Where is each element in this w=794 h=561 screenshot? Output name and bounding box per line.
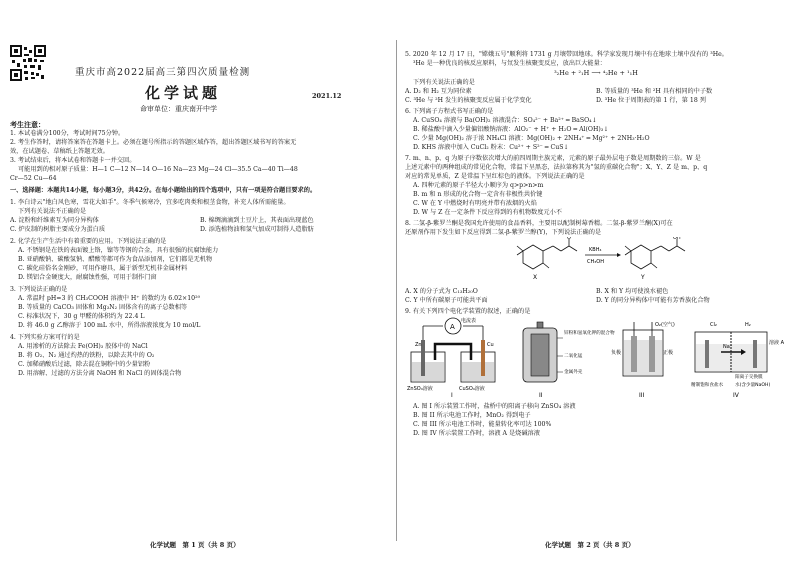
- option-d: D. ³He 位于周期表的第 1 行，第 18 列: [596, 97, 706, 104]
- option-a: A. 图 I 所示装置工作时，盐桥中的阳离子移向 ZnSO₄ 溶液: [413, 403, 576, 410]
- brine-label: 精制饱和食盐水: [691, 383, 724, 388]
- option-d: D. KHS 溶液中加入 CuCl₂ 粉末：Cu²⁺ + S²⁻ ═ CuS↓: [413, 144, 569, 151]
- arrow-head-icon: [617, 253, 621, 257]
- option-c: C. 标准状况下，30 g 甲醛的体积约为 22.4 L: [18, 313, 145, 320]
- option-b: B. 等质量的 ³He 和 ²H 具有相同的中子数: [596, 88, 713, 95]
- right-content: [405, 50, 787, 438]
- figure-ii-label: II: [539, 392, 543, 398]
- option-a: A. 淀粉和纤维素互为同分异构体: [10, 217, 99, 224]
- figure-ii-dry-cell: [523, 322, 615, 398]
- svg-text:A: A: [450, 323, 455, 331]
- cu-electrode-label: Cu: [487, 342, 494, 348]
- negative-electrode-label: 负极: [611, 350, 622, 356]
- option-c: C. Y 中所有碳原子可能共平面: [405, 297, 488, 304]
- option-a: A. 四种元素的原子半径大小顺序为 q>p>n>m: [413, 182, 544, 189]
- question-5-options: [405, 96, 787, 105]
- option-d: D. 图 IV 所示装置工作时，溶液 A 是烧碱溶液: [413, 430, 540, 437]
- water-inlet-label: 水(含少量NaOH): [735, 383, 771, 388]
- question-9-stem: 9. 有关下列四个电化学装置的叙述，正确的是: [405, 308, 531, 315]
- figure-i-label: I: [451, 392, 453, 398]
- question-7-stem: 对应的常见单质，Z 是常温下呈红棕色的液体。下列说法正确的是: [405, 173, 585, 180]
- option-c: C. 少量 Mg(OH)₂ 溶于浓 NH₄Cl 溶液：Mg(OH)₂ + 2NH₄⁺ ═ Mg²⁺ + 2NH₃·H₂O: [413, 135, 650, 142]
- option-b: B. 将 O₂、N₂ 通过灼热的铁粉，以除去其中的 O₂: [18, 352, 155, 359]
- question-5-stem: ³He 是一种优良的核反应原料，与氘发生核聚变反应，放出巨大能量：: [413, 60, 606, 67]
- question-8-options: [405, 296, 787, 305]
- figure-iii-fuel-cell: [611, 321, 675, 398]
- option-c: C. ³He 与 ²H 发生的核聚变反应属于化学变化: [405, 97, 532, 104]
- question-1-stem: 下列有关说法不正确的是: [18, 208, 87, 215]
- ammeter-label: 电流表: [461, 318, 477, 324]
- znso4-label: ZnSO₄溶液: [407, 386, 433, 392]
- notice-title: 考生注意：: [10, 120, 45, 129]
- option-d: D. Y 的同分异构体中可能有芳香族化合物: [596, 297, 710, 304]
- left-content: [10, 120, 390, 378]
- option-b: B. 棉绸滴滴到土豆片上，其表面出现蓝色: [200, 217, 314, 224]
- notice-line: 2. 考生作答时，请将答案答在答题卡上。必须在题号所指示的答题区域作答，超出答题区域书写的答案无: [10, 139, 297, 146]
- option-d: D. 将 46.0 g 乙醇溶于 100 mL 水中，所得溶液浓度为 10 mol/L: [18, 322, 201, 329]
- reagent-label: CH₃OH: [587, 259, 604, 265]
- option-b: B. 等质量的 CaCO₃ 固体和 Mg₃N₂ 固体含有的离子总数相等: [18, 304, 188, 311]
- option-a: A. D₂ 和 H₂ 互为同位素: [405, 88, 472, 95]
- question-1-options: [10, 216, 390, 225]
- question-1-stem: 1. 李白诗云"地白风色寒，雪花大如手"。冬季气候寒冷，宜多吃肉类和根茎食物，补充人体所需能量。: [10, 199, 290, 206]
- zinc-powder-label: 锌粉和氢氧化钾的混合物: [564, 331, 615, 336]
- label-x: X: [533, 274, 538, 281]
- notice-line: 1. 本试卷满分100分，考试时间75分钟。: [10, 130, 125, 137]
- membrane-label: 阳离子交换膜: [735, 375, 763, 380]
- option-d: D. W 与 Z 在一定条件下反应得到的有机物数度元小不: [413, 209, 562, 216]
- exam-date: 2021.12: [312, 92, 342, 100]
- notice-line: 3. 考试结束后，将本试卷和答题卡一并交回。: [10, 157, 136, 164]
- section-heading: 一、选择题：本题共14小题，每小题3分，共42分。在每小题给出的四个选项中，只有一项是符合题目要求的。: [10, 187, 317, 194]
- option-c: C. 碳化硅俗名金刚砂，可用作磨具，属于新型无机非金属材料: [18, 265, 188, 272]
- molecule-x-structure: [517, 239, 577, 269]
- figure-iv-electrolysis: [691, 322, 785, 398]
- atomic-mass-line: Cr—52 Cu—64: [10, 175, 57, 182]
- zn-electrode-label: Zn: [415, 342, 422, 348]
- option-b: B. 图 II 所示电池工作时，MnO₂ 得到电子: [413, 412, 531, 419]
- notice-line: 效，在试题卷、草稿纸上答题无效。: [10, 148, 109, 155]
- chlorine-label: Cl₂: [710, 322, 717, 328]
- option-d: D. 镁铝合金硬度大，耐腐蚀性强，可用于制作门窗: [18, 274, 157, 281]
- question-6-stem: 6. 下列离子方程式书写正确的是: [405, 108, 494, 115]
- atomic-mass-line: 可能用到的相对原子质量：H—1 C—12 N—14 O—16 Na—23 Mg—24 Cl—35.5 Ca—40 Ti—48: [18, 166, 298, 173]
- question-8-options: [405, 287, 787, 296]
- label-y: Y: [641, 274, 645, 281]
- question-8-stem: 还原剂作用下发生如下反应得到二氢-β-紫罗兰醇(Y)，下列说法正确的是: [405, 229, 602, 236]
- option-a: A. 用渗析的方法除去 Fe(OH)₃ 胶体中的 NaCl: [18, 343, 148, 350]
- option-b: B. 亚硝酸钠、碳酸氢钠、醋酸等都可作为食品添加剂，它们都是无机物: [18, 256, 213, 263]
- issuing-unit: 命审单位：重庆南开中学: [140, 105, 217, 113]
- cuso4-label: CuSO₄溶液: [459, 386, 485, 392]
- subject-title: 化学试题: [145, 84, 222, 102]
- figure-i-galvanic-cell: [407, 317, 495, 398]
- nuclear-equation: ³₂He + ²₁H ⟶ ⁴₂He + ¹₁H: [554, 69, 638, 77]
- page-footer: 化学试题 第 1 页（共 8 页）: [150, 541, 240, 549]
- reaction-diagram: [405, 237, 787, 283]
- molecule-y-structure: [625, 239, 685, 269]
- question-5-options: [405, 87, 787, 96]
- option-c: C. 加稀硝酸后过滤，除去混在铜粉中的少量铝粉: [18, 361, 151, 368]
- option-c: C. W 在 Y 中燃烧时有明亮并带有浓烟的火焰: [413, 200, 537, 207]
- option-c: C. 图 III 所示电池工作时，能量转化率可达 100%: [413, 421, 552, 428]
- metal-shell-label: 金属外壳: [564, 370, 583, 375]
- option-d: D. 用溶解、过滤的方法分离 NaOH 和 NaCl 的固体混合物: [18, 370, 182, 377]
- question-4-stem: 4. 下列实验方案可行的是: [10, 334, 80, 341]
- question-8-stem: 8. 二氢-β-紫罗兰酮是我国允许使用的食品香料，主要用以配制树莓香精。二氢-β-紫罗兰酮(X)可在: [405, 220, 673, 227]
- option-a: A. X 的分子式为 C₁₃H₂₀O: [405, 288, 478, 295]
- option-a: A. 不锈钢是在铁的表面镀上铬，镍等等钢的合金，具有很强的抗腐蚀能力: [18, 247, 219, 254]
- option-b: B. 稀盐酸中滴入少量偏铝酸钠溶液：AlO₂⁻ + H⁺ + H₂O ═ Al(OH)₃↓: [413, 126, 609, 133]
- hydrogen-label: H₂: [745, 322, 751, 328]
- oxygen-label: O₂(空气): [655, 322, 675, 328]
- page-footer: 化学试题 第 2 页（共 8 页）: [545, 541, 635, 549]
- school-title: 重庆市高2022届高三第四次质量检测: [75, 67, 251, 78]
- option-c: C. 炉皮制的树脂主要成分为蛋白质: [10, 226, 106, 233]
- electrochemistry-figure: [405, 316, 787, 398]
- option-b: B. m 和 n 形成的化合物一定含有非极性共价键: [413, 191, 543, 198]
- question-7-stem: 7. m、n、p、q 为原子序数依次增大的前四周期主族元素，元素的原子最外层电子数是周期数的三倍。W 是: [405, 155, 701, 162]
- question-2-stem: 2. 化学在生产生活中有着重要的应用。下列说法正确的是: [10, 238, 167, 245]
- qr-code-icon: [10, 45, 46, 81]
- option-b: B. X 和 Y 均可使溴水褪色: [596, 288, 669, 295]
- question-5-stem: 下列有关说法正确的是: [413, 79, 475, 86]
- question-7-stem: 上述元素中的两种组成的常见化合物，常温下呈黑态，法拉第称其为"氢的重碳化合物"；X、Y、Z 是 m、p、q: [405, 164, 708, 171]
- right-page: [397, 0, 794, 561]
- reagent-label: KBH₄: [589, 247, 602, 253]
- question-1-options: [10, 225, 390, 234]
- figure-iv-label: IV: [733, 392, 739, 398]
- carbonyl-o-label: O: [567, 237, 571, 241]
- solution-a-label: 溶液 A: [769, 340, 785, 346]
- option-d: D. 添选植物油和氢气加成可制得人造脂肪: [200, 226, 314, 233]
- hydroxyl-label: OH: [673, 237, 681, 241]
- option-a: A. CuSO₄ 溶液与 Ba(OH)₂ 溶液混合：SO₄²⁻ + Ba²⁺ ═ BaSO₄↓: [413, 117, 597, 124]
- option-a: A. 常温时 pH=3 的 CH₃COOH 溶液中 H⁺ 的数约为 6.02×10²⁰: [18, 295, 201, 302]
- figure-iii-label: III: [639, 392, 645, 398]
- question-5-stem: 5. 2020 年 12 月 17 日，"嫦娥五号"顺利将 1731 g 月壤带回地球。科学家发现月壤中有在地球土壤中没有的 ³He。: [405, 51, 728, 58]
- manganese-dioxide-label: 二氧化锰: [564, 354, 583, 359]
- sodium-ion-label: Na⁺: [723, 344, 733, 350]
- question-3-stem: 3. 下列说法正确的是: [10, 286, 68, 293]
- positive-electrode-label: 正极: [663, 350, 674, 356]
